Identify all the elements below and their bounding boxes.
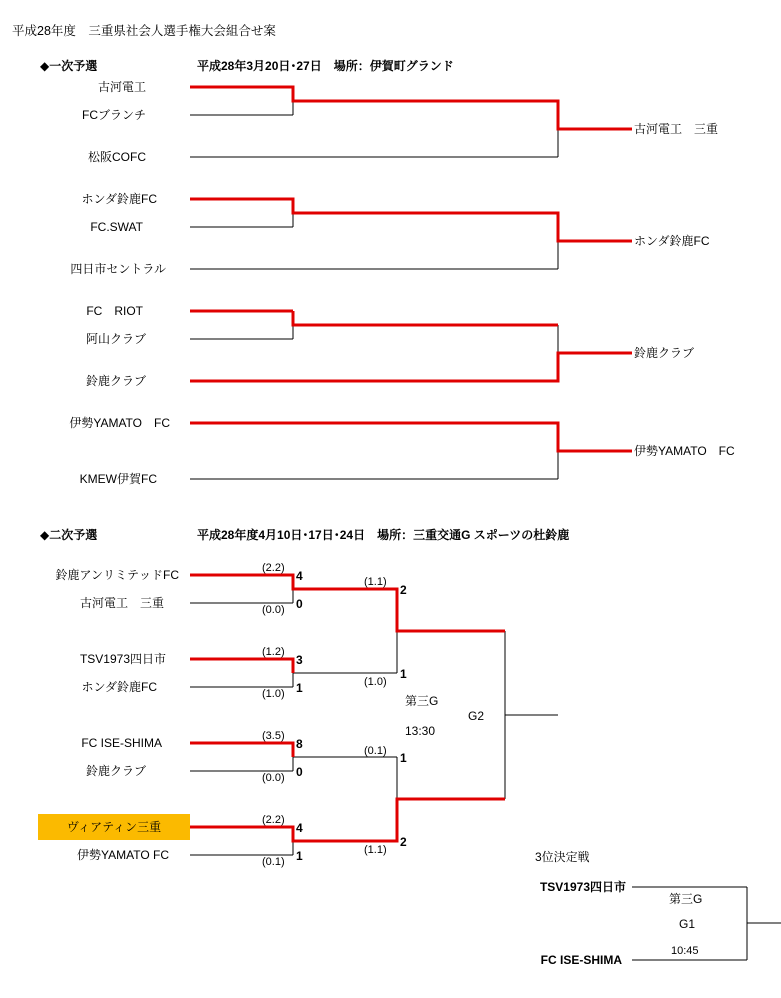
halftime-score: (1.0) <box>364 676 387 688</box>
third-place-title: 3位決定戦 <box>535 850 590 864</box>
third-place-team: TSV1973四日市 <box>539 880 626 894</box>
team-name: FCブランチ <box>82 108 146 122</box>
halftime-score: (0.0) <box>262 604 285 616</box>
halftime-score: (0.0) <box>262 772 285 784</box>
third-place-team: FC ISE-SHIMA <box>540 953 622 967</box>
match-score: 1 <box>296 681 303 695</box>
winner-path <box>190 743 293 757</box>
qualified-team: 鈴鹿クラブ <box>634 346 695 360</box>
halftime-score: (1.1) <box>364 576 387 588</box>
halftime-score: (2.2) <box>262 814 285 826</box>
team-name: FC.SWAT <box>90 220 143 234</box>
winner-path <box>190 199 632 241</box>
match-score: 4 <box>296 569 303 583</box>
team-name: FC ISE-SHIMA <box>81 736 162 750</box>
third-time: 10:45 <box>671 945 699 957</box>
halftime-score: (1.2) <box>262 646 285 658</box>
winner-path <box>190 799 505 841</box>
halftime-score: (0.1) <box>262 856 285 868</box>
time-note: 13:30 <box>405 724 436 738</box>
match-score: 2 <box>400 835 407 849</box>
winner-path <box>190 87 632 129</box>
match-score: 4 <box>296 821 303 835</box>
prelim2-section-label: ◆二次予選 <box>40 528 98 542</box>
qualified-team: 古河電工 三重 <box>634 122 719 136</box>
team-name: 四日市セントラル <box>70 262 166 276</box>
final-label: G2 <box>468 709 485 723</box>
winner-path <box>190 659 293 673</box>
team-name: 伊勢YAMATO FC <box>69 416 170 430</box>
prelim2-date-venue: 平成28年度4月10日･17日･24日 場所：三重交通G スポーツの杜鈴鹿 <box>197 528 570 542</box>
match-score: 1 <box>296 849 303 863</box>
team-name: 鈴鹿クラブ <box>85 764 146 778</box>
halftime-score: (1.0) <box>262 688 285 700</box>
team-name: 阿山クラブ <box>85 332 146 346</box>
halftime-score: (0.1) <box>364 745 387 757</box>
match-score: 3 <box>296 653 303 667</box>
team-name: 古河電工 <box>97 80 146 94</box>
team-name: 鈴鹿クラブ <box>85 374 146 388</box>
team-name: 伊勢YAMATO FC <box>76 848 169 862</box>
document-title: 平成28年度 三重県社会人選手権大会組合せ案 <box>12 24 276 38</box>
qualified-team: 伊勢YAMATO FC <box>634 444 735 458</box>
team-name: ホンダ鈴鹿FC <box>81 192 157 206</box>
match-score: 2 <box>400 583 407 597</box>
third-venue: 第三G <box>669 892 703 906</box>
winner-path <box>293 311 558 325</box>
match-score: 0 <box>296 765 303 779</box>
winner-path <box>190 353 632 381</box>
team-name: 古河電工 三重 <box>79 596 164 610</box>
prelim1-section-label: ◆一次予選 <box>40 59 98 73</box>
match-score: 1 <box>400 667 407 681</box>
team-name: FC RIOT <box>86 304 143 318</box>
team-name: TSV1973四日市 <box>79 652 166 666</box>
venue-note: 第三G <box>405 694 439 708</box>
match-score: 0 <box>296 597 303 611</box>
match-score: 1 <box>400 751 407 765</box>
halftime-score: (1.1) <box>364 844 387 856</box>
team-name: ホンダ鈴鹿FC <box>81 680 157 694</box>
third-label: G1 <box>679 917 696 931</box>
match-score: 8 <box>296 737 303 751</box>
prelim1-date-venue: 平成28年3月20日･27日 場所：伊賀町グランド <box>197 59 454 73</box>
halftime-score: (3.5) <box>262 730 285 742</box>
halftime-score: (2.2) <box>262 562 285 574</box>
team-name: 松阪COFC <box>88 150 146 164</box>
team-name: KMEW伊賀FC <box>79 472 157 486</box>
qualified-team: ホンダ鈴鹿FC <box>634 234 710 248</box>
highlighted-team: ヴィアティン三重 <box>38 814 190 840</box>
team-name: 鈴鹿アンリミテッドFC <box>55 568 179 582</box>
winner-path <box>190 423 632 451</box>
